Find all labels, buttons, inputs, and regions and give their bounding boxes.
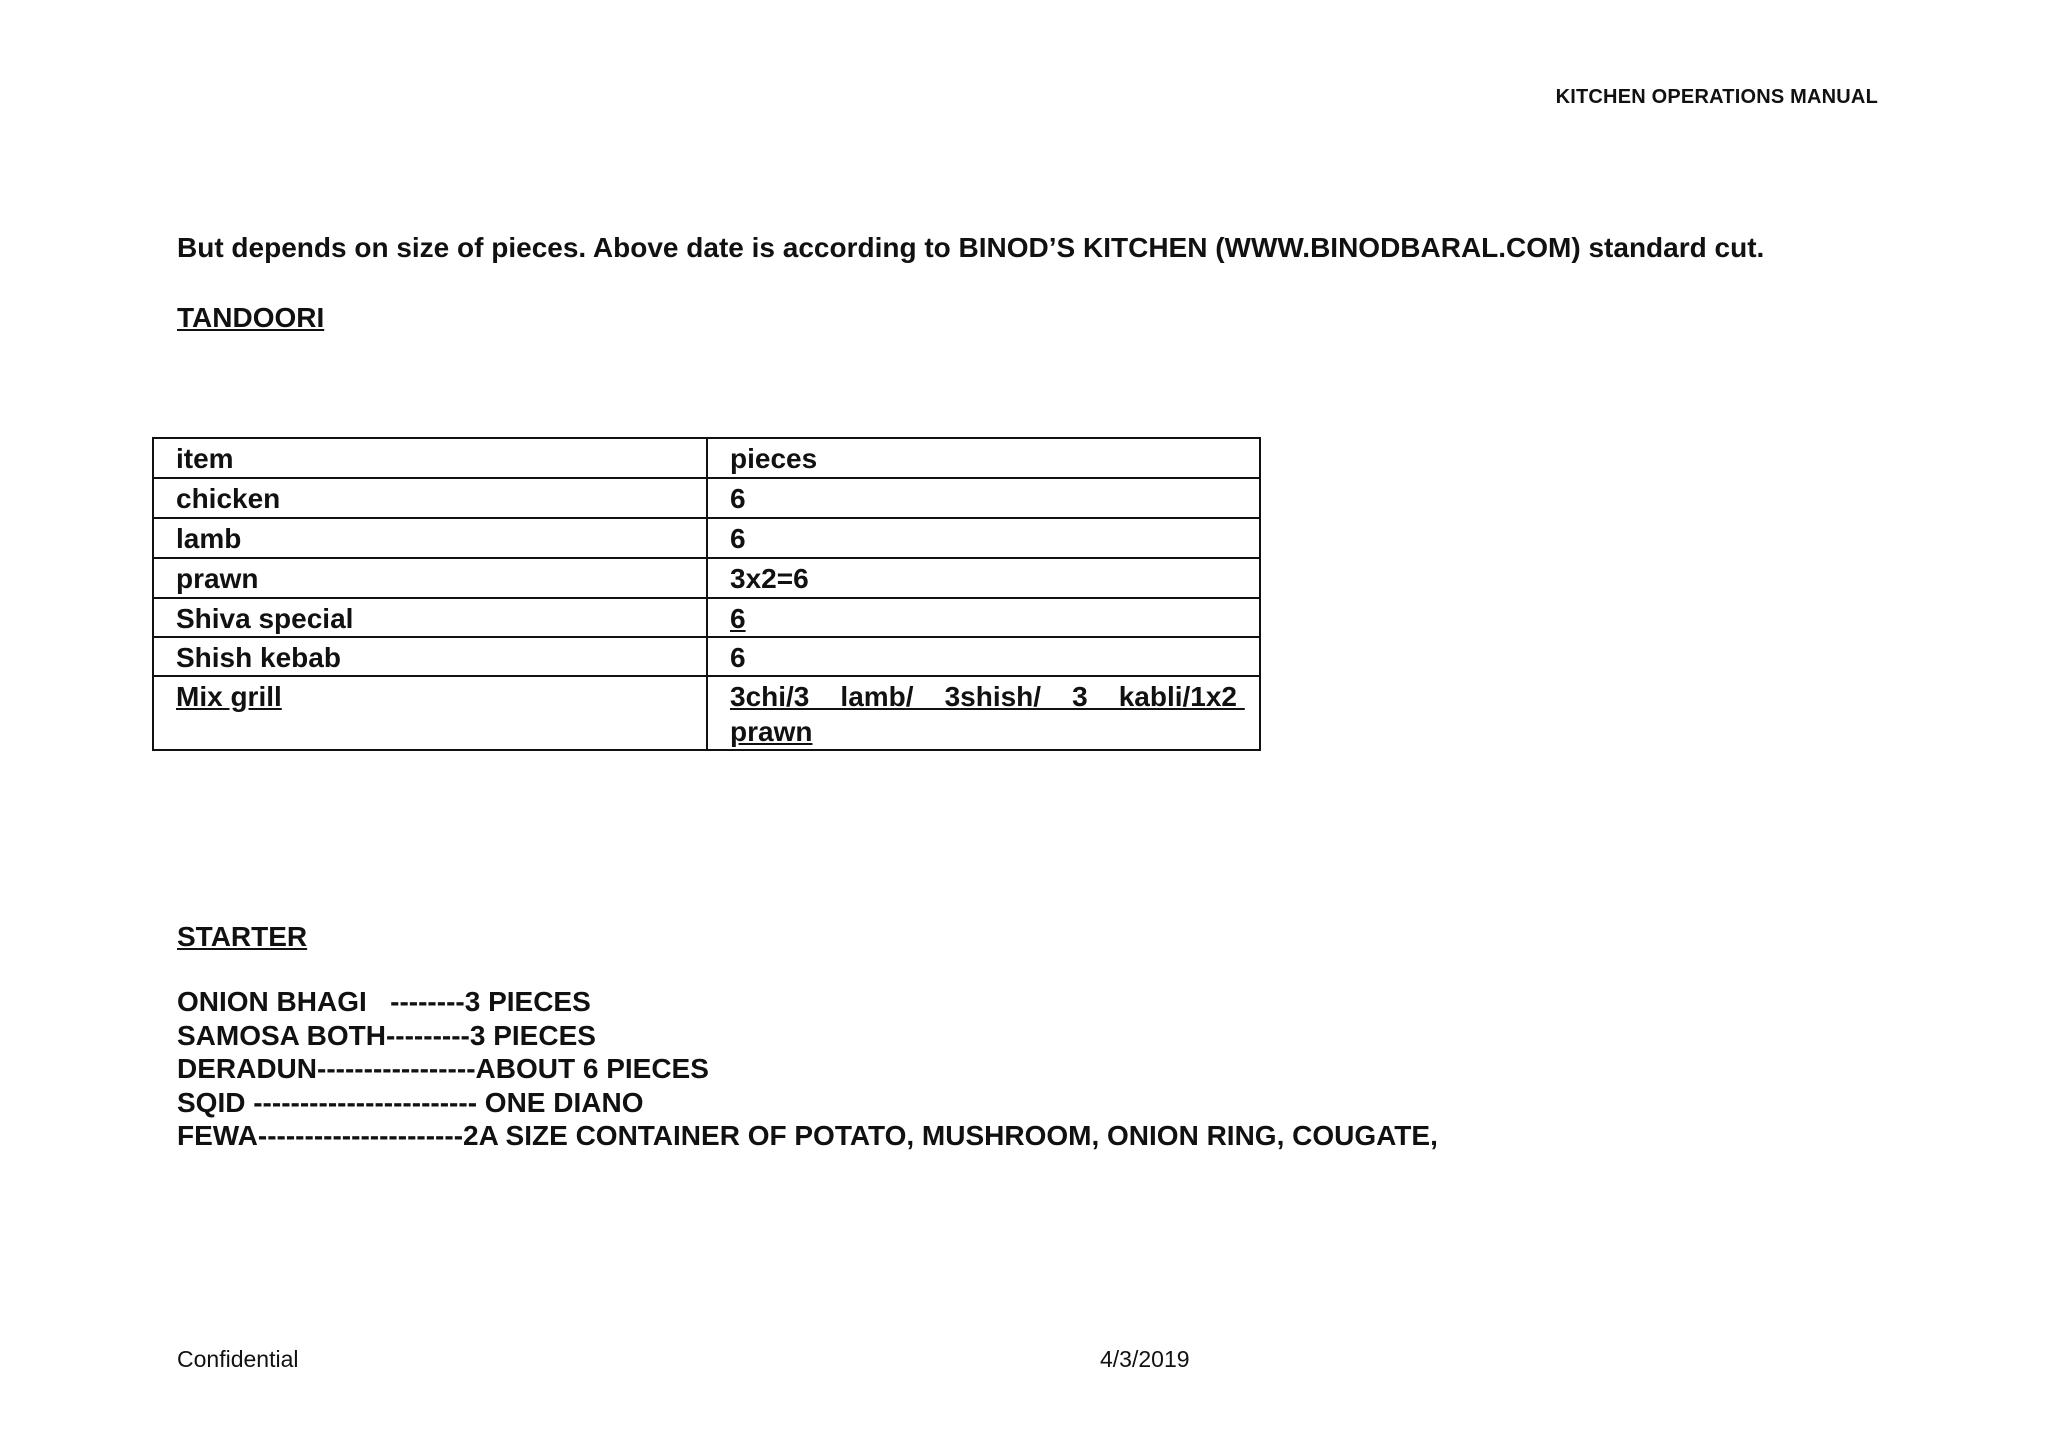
table-cell-pieces: 6 (707, 637, 1260, 676)
table-cell-item: Shiva special (153, 598, 707, 637)
list-item: SAMOSA BOTH---------3 PIECES (177, 1019, 596, 1051)
table-cell-item: chicken (153, 478, 707, 518)
table-cell-item: lamb (153, 518, 707, 558)
table-cell-item: prawn (153, 558, 707, 598)
table-cell-pieces: 3chi/3 lamb/ 3shish/ 3 kabli/1x2 prawn (707, 676, 1260, 750)
tandoori-pieces-table (152, 437, 1261, 751)
intro-text: But depends on size of pieces. Above date is according to BINOD’S KITCHEN (WWW.BINODBARAL.COM) standard cut. (177, 232, 1765, 263)
tandoori-heading: TANDOORI (177, 302, 325, 333)
starter-list (177, 985, 1438, 1153)
list-item: SQID ------------------------ ONE DIANO (177, 1086, 644, 1118)
table-cell-pieces: 6 (707, 518, 1260, 558)
table-row (153, 598, 1260, 637)
list-item: ONION BHAGI --------3 PIECES (177, 986, 591, 1017)
table-header-row (153, 438, 1260, 478)
table-row (153, 478, 1260, 518)
list-item: DERADUN-----------------ABOUT 6 PIECES (177, 1053, 709, 1084)
table-row (153, 637, 1260, 676)
table-cell-pieces: 6 (707, 598, 1260, 637)
table-cell-pieces: 6 (707, 478, 1260, 518)
list-item: FEWA----------------------2A SIZE CONTAINER OF POTATO, MUSHROOM, ONION RING, COUGATE, (177, 1120, 1438, 1151)
footer-date: 4/3/2019 (1100, 1346, 1190, 1372)
table-cell-pieces: 3x2=6 (707, 558, 1260, 598)
column-header-item: item (153, 438, 707, 478)
table-row (153, 558, 1260, 598)
footer-confidential: Confidential (177, 1346, 299, 1372)
table-row (153, 676, 1260, 750)
starter-heading: STARTER (177, 921, 308, 952)
table-row (153, 518, 1260, 558)
column-header-pieces: pieces (707, 438, 1260, 478)
header-title: KITCHEN OPERATIONS MANUAL (1555, 86, 1878, 108)
table-cell-item: Shish kebab (153, 637, 707, 676)
table-cell-item: Mix grill (153, 676, 707, 750)
